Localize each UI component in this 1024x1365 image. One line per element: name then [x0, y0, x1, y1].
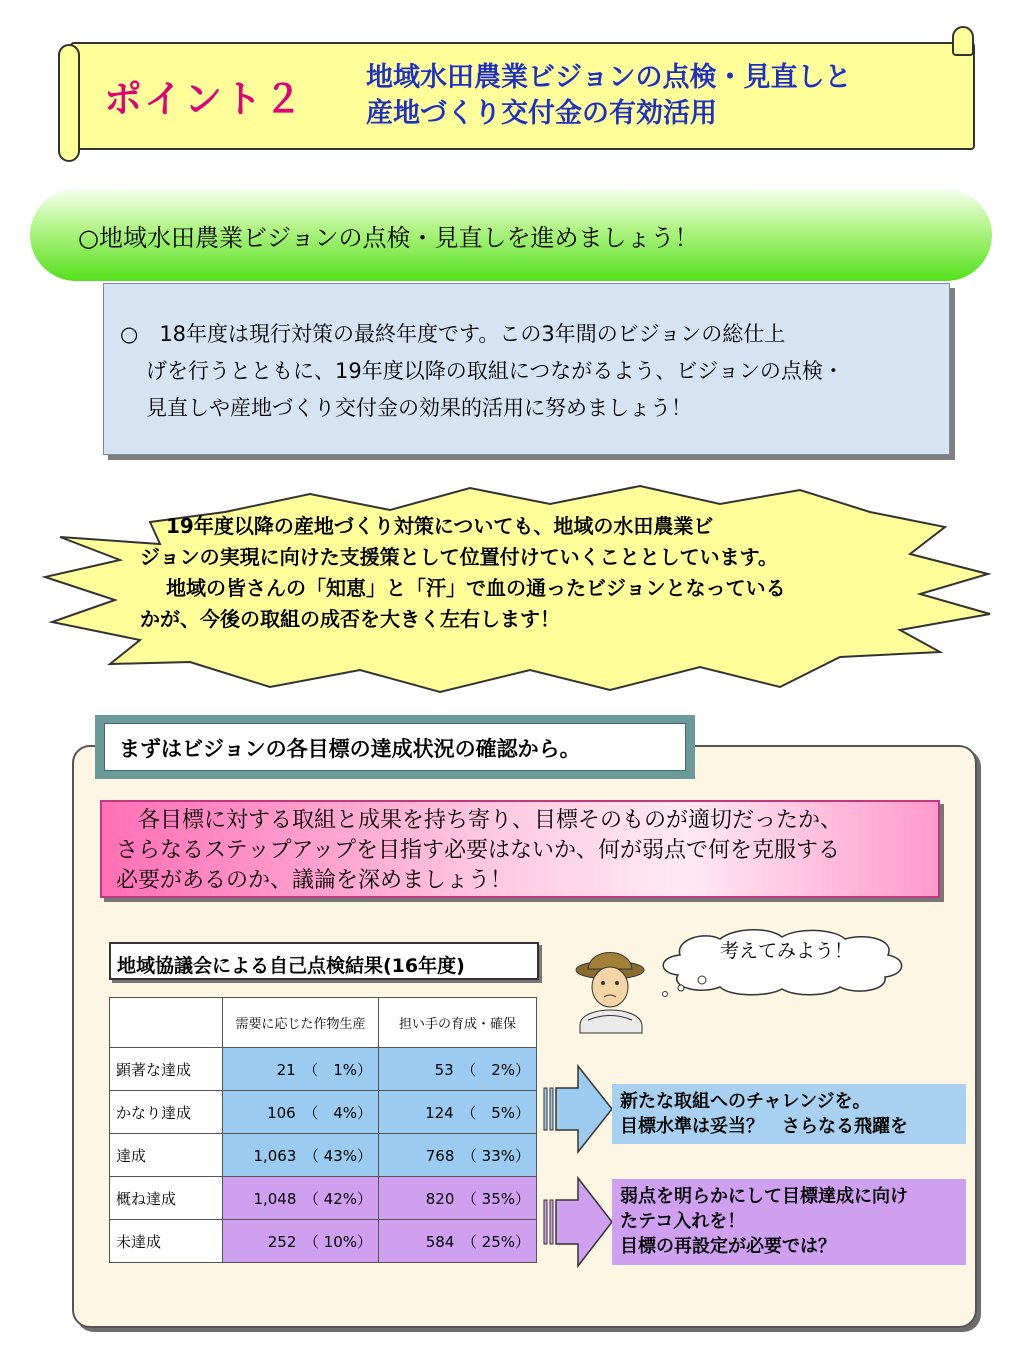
page-title-line1: 地域水田農業ビジョンの点検・見直しと: [366, 62, 852, 93]
burst-text: [130, 511, 920, 635]
challenge-callout: [612, 1084, 966, 1144]
callout-line: 新たな取組へのチャレンジを。: [620, 1091, 871, 1112]
table-row: [110, 1091, 537, 1134]
row-label: 未達成: [110, 1220, 223, 1263]
discussion-line: 必要があるのか、議論を深めましょう！: [116, 868, 513, 893]
row-label: 概ね達成: [110, 1177, 223, 1220]
table-row: [110, 1220, 537, 1263]
point-label: ポイント２: [104, 77, 305, 121]
row-label: かなり達成: [110, 1091, 223, 1134]
row-value-crop: 252 （ 10%）: [223, 1220, 379, 1263]
burst-line: かが、今後の取組の成否を大きく左右します！: [140, 607, 560, 631]
row-value-crop: 106 （ 4%）: [223, 1091, 379, 1134]
arrows: [540, 1060, 620, 1270]
weakness-callout: [612, 1179, 966, 1265]
table-row: [110, 1134, 537, 1177]
callout-line: たテコ入れを！: [620, 1211, 746, 1232]
think-bubble-text: 考えてみよう！: [720, 940, 854, 962]
burst-line: ジョンの実現に向けた支援策として位置付けていくこととしています。: [140, 545, 778, 569]
scroll-curl-left: [58, 44, 80, 162]
scroll-curl-right: [952, 26, 974, 56]
purple-arrow-icon: [544, 1178, 612, 1266]
discussion-text: [116, 806, 931, 896]
page-title: [366, 60, 851, 132]
blue-arrow-icon: [544, 1066, 612, 1152]
burst-line: 19年度以降の産地づくり対策についても、地域の水田農業ビ: [166, 514, 714, 538]
table-row: [110, 1048, 537, 1091]
note-line: ○ 18年度は現行対策の最終年度です。この3年間のビジョンの総仕上: [120, 322, 786, 346]
section-heading-text: ○地域水田農業ビジョンの点検・見直しを進めましょう！: [78, 224, 699, 252]
row-value-farmer: 124 （ 5%）: [379, 1091, 537, 1134]
farmer-icon: [576, 953, 644, 1034]
callout-line: 弱点を明らかにして目標達成に向け: [620, 1186, 908, 1207]
row-label: 顕著な達成: [110, 1048, 223, 1091]
discussion-line: さらなるステップアップを目指す必要はないか、何が弱点で何を克服する: [116, 838, 841, 863]
table-header-cell: 担い手の育成・確保: [379, 998, 537, 1048]
table-title: 地域協議会による自己点検結果(16年度): [109, 942, 539, 980]
table-header-cell: [110, 998, 223, 1048]
self-check-table: [109, 997, 537, 1263]
row-value-farmer: 53 （ 2%）: [379, 1048, 537, 1091]
callout-line: 目標の再設定が必要では？: [620, 1236, 836, 1257]
row-value-crop: 21 （ 1%）: [223, 1048, 379, 1091]
table-header-cell: 需要に応じた作物生産: [223, 998, 379, 1048]
row-label: 達成: [110, 1134, 223, 1177]
row-value-crop: 1,063 （ 43%）: [223, 1134, 379, 1177]
discussion-line: 各目標に対する取組と成果を持ち寄り、目標そのものが適切だったか、: [138, 808, 843, 833]
row-value-farmer: 820 （ 35%）: [379, 1177, 537, 1220]
row-value-crop: 1,048 （ 42%）: [223, 1177, 379, 1220]
note-line: 見直しや産地づくり交付金の効果的活用に努めましょう！: [146, 396, 692, 420]
panel-tab-title: まずはビジョンの各目標の達成状況の確認から。: [119, 737, 581, 761]
note-line: げを行うとともに、19年度以降の取組につながるよう、ビジョンの点検・: [146, 359, 844, 383]
callout-line: 目標水準は妥当？ さらなる飛躍を: [620, 1116, 908, 1137]
table-header-row: [110, 998, 537, 1048]
burst-line: 地域の皆さんの「知恵」と「汗」で血の通ったビジョンとなっている: [166, 576, 786, 600]
page-title-line2: 産地づくり交付金の有効活用: [366, 98, 717, 129]
note-text: [120, 316, 930, 427]
row-value-farmer: 768 （ 33%）: [379, 1134, 537, 1177]
table-row: [110, 1177, 537, 1220]
row-value-farmer: 584 （ 25%）: [379, 1220, 537, 1263]
